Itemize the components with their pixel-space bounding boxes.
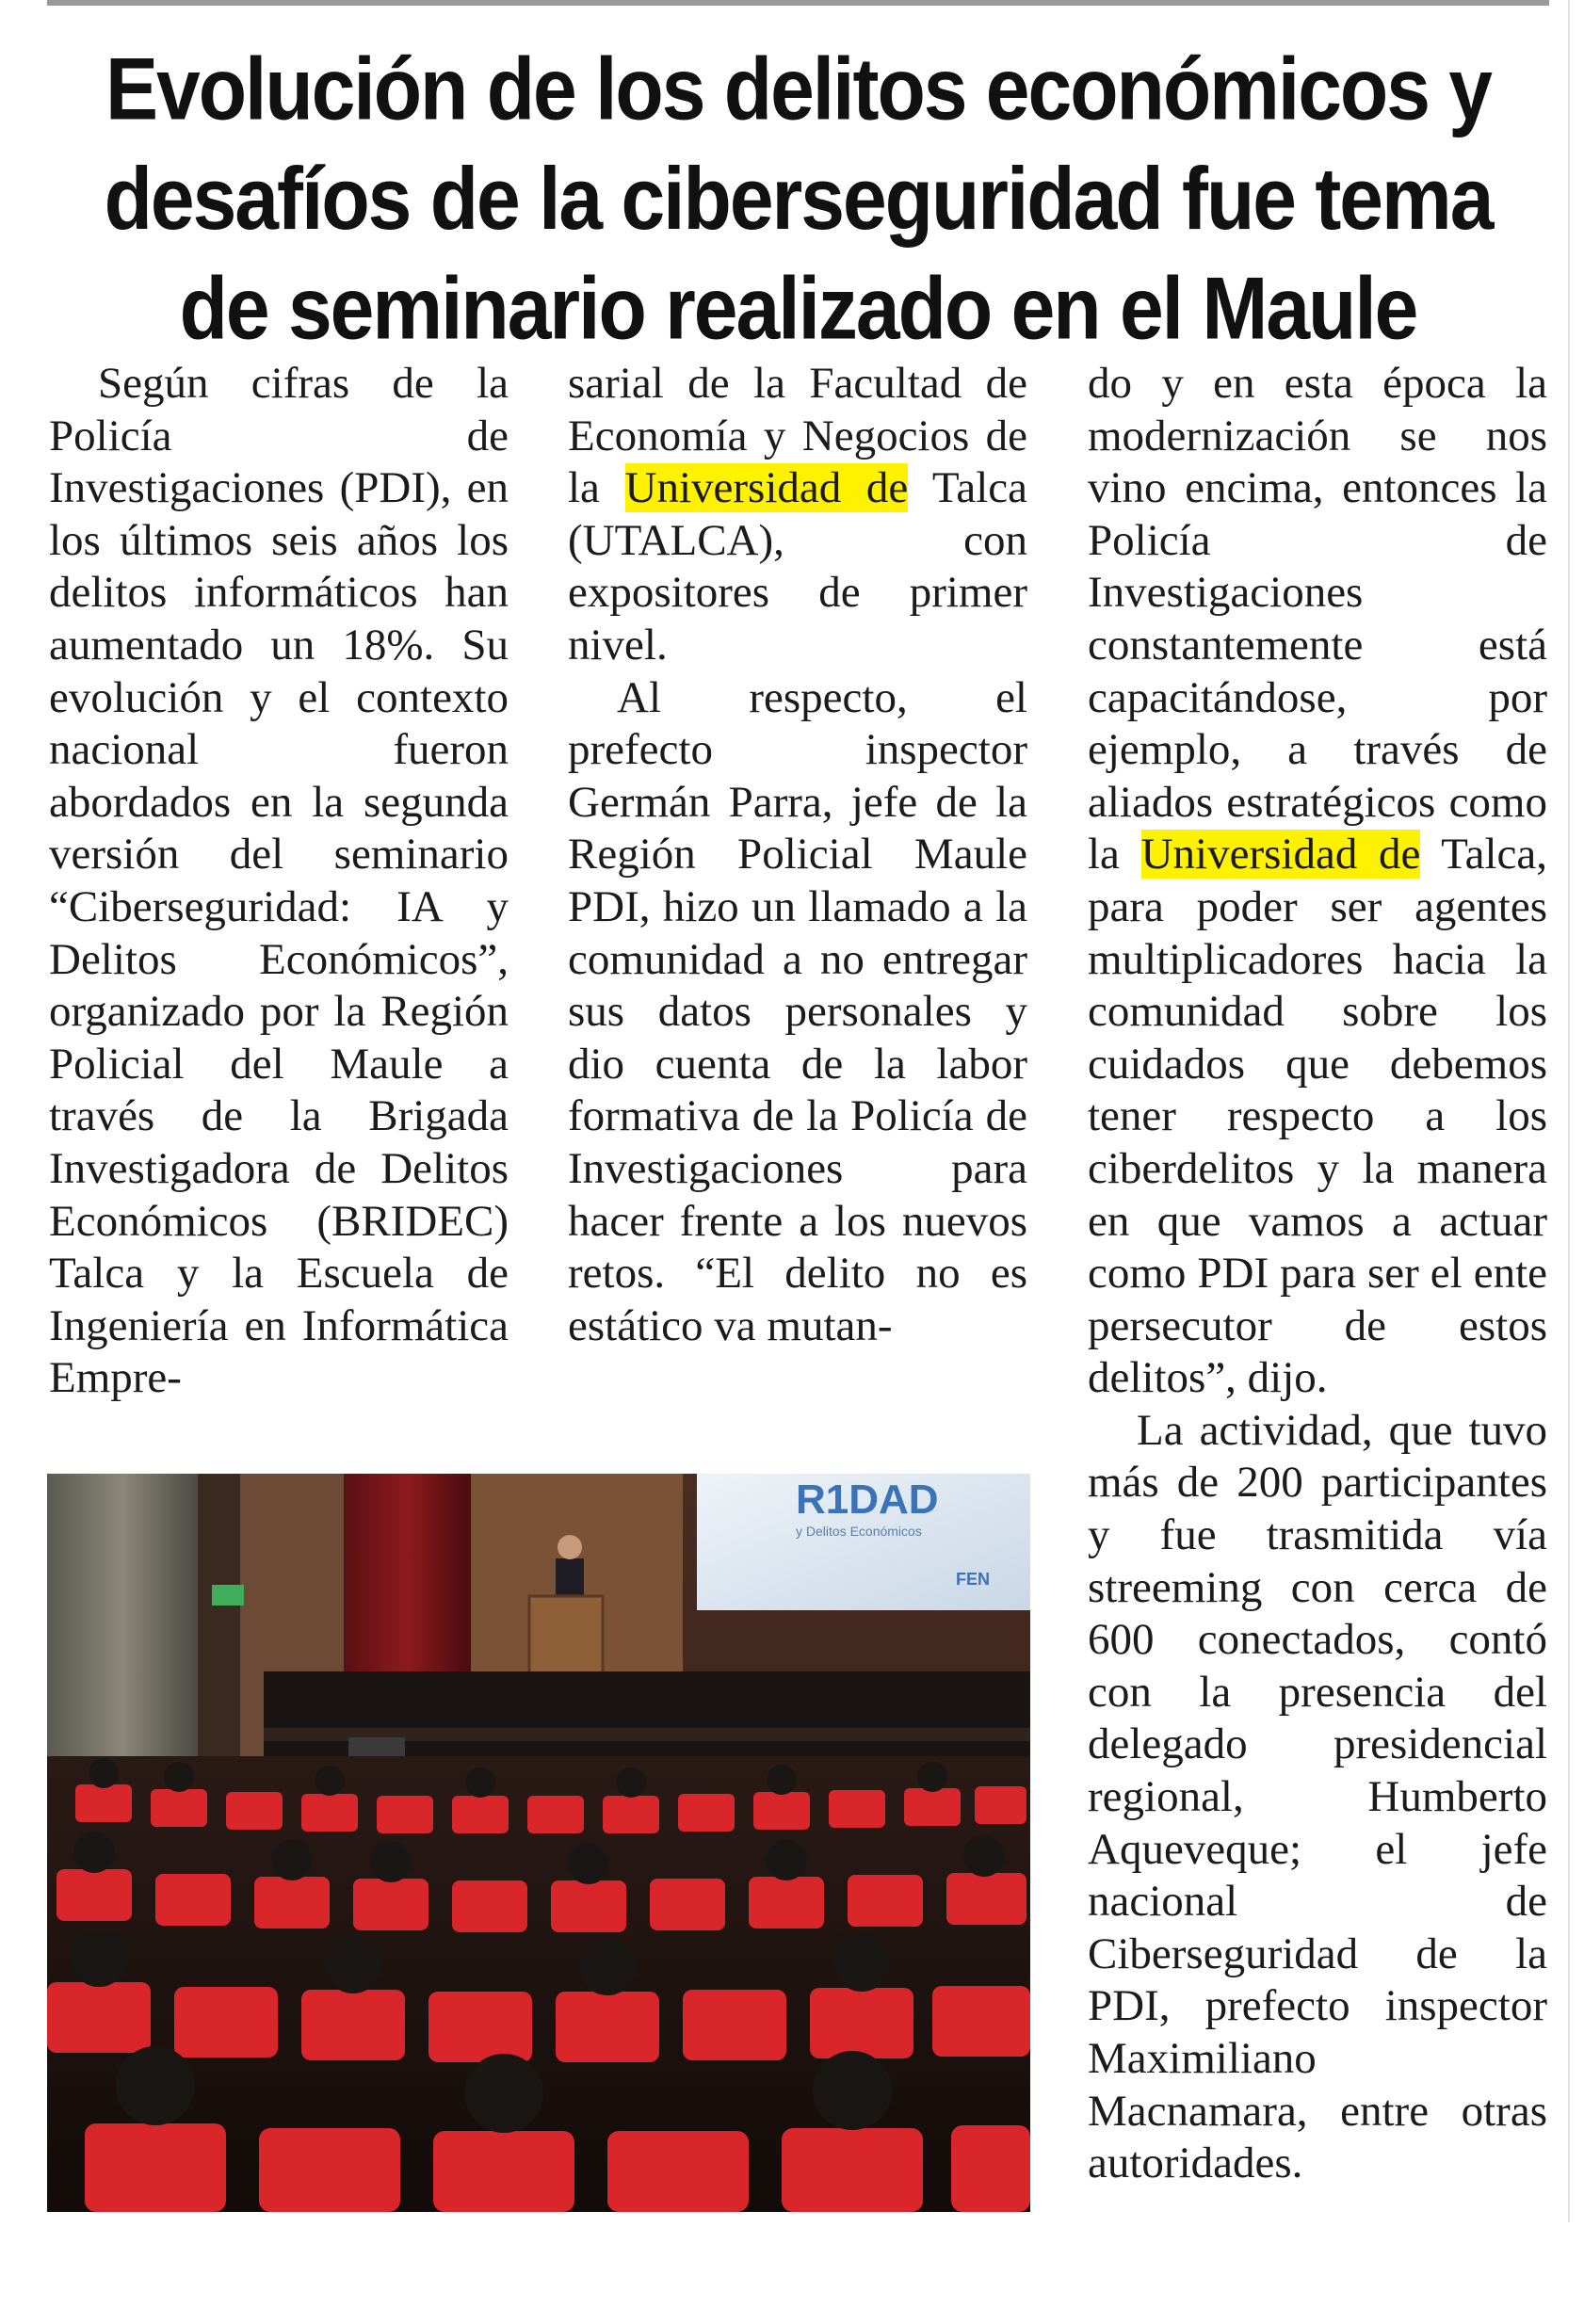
highlighted-university-name: Universidad de <box>1140 830 1421 880</box>
screen-logo-text: FEN <box>956 1570 990 1589</box>
right-rule <box>1568 0 1570 2222</box>
headline-line-1: Evolución de los delitos económicos y <box>105 39 1492 138</box>
col3-p1-text-a: do y en esta época la modernización se nos vino encima, entonces la Policía de Investigaciones constantemente está capacitándose, por ejemplo, a través de aliados estratégicos como la <box>1088 359 1547 880</box>
stage-monitor <box>348 1737 405 1758</box>
article-column-3 <box>1088 358 1547 2190</box>
screen-subtitle-text: y Delitos Económicos <box>796 1524 922 1539</box>
col3-paragraph-1 <box>1088 358 1547 1405</box>
headline-line-2: desafíos de la ciberseguridad fue tema <box>104 149 1493 249</box>
article-column-2 <box>568 358 1027 1352</box>
col3-p1-text-b: Talca, para poder ser agentes multiplicadores hacia la comunidad sobre los cuidados que debemos tener respecto a los ciberdelitos y la manera en que vamos a actuar como PDI para ser el ente persecutor de estos delitos”, dijo. <box>1088 830 1547 1403</box>
headline-line-3: de seminario realizado en el Maule <box>179 258 1417 358</box>
col2-p1-text-b: Talca (UTALCA), con expositores de primer nivel. <box>568 463 1027 670</box>
highlighted-university-name: Universidad de <box>624 463 909 513</box>
col2-p1-text-a: sarial de la Facultad de Economía y Negocios de la <box>568 359 1027 513</box>
col2-paragraph-2: Al respecto, el prefecto inspector Germán Parra, jefe de la Región Policial Maule PDI, hizo un llamado a la comunidad a no entregar sus datos personales y dio cuenta de la labor formativa de la Policía de Investigaciones para hacer frente a los nuevos retos. “El delito no es estático va mutan- <box>568 672 1027 1350</box>
col1-paragraph-1: Según cifras de la Policía de Investigaciones (PDI), en los últimos seis años los delitos informáticos han aumentado un 18%. Su evolución y el contexto nacional fueron abordados en la segunda versión del seminario “Ciberseguridad: IA y Delitos Económicos”, organizado por la Región Policial del Maule a través de la Brigada Investigadora de Delitos Económicos (BRIDEC) Talca y la Escuela de Ingeniería en Informática Empre- <box>49 359 509 1403</box>
screen-title-text: R1DAD <box>796 1477 939 1523</box>
exit-sign <box>212 1585 244 1606</box>
col2-paragraph-1 <box>568 358 1027 672</box>
top-rule <box>47 0 1549 6</box>
article-column-1 <box>49 358 509 1405</box>
speaker-head <box>558 1535 582 1559</box>
seminar-auditorium-photo <box>47 1474 1030 2212</box>
col3-paragraph-2: La actividad, que tuvo más de 200 participantes y fue trasmitida vía streeming con cerca de 600 conectados, contó con la presencia del delegado presidencial regional, Humberto Aqueveque; el jefe nacional de Ciberseguridad de la PDI, prefecto inspector Maximiliano Macnamara, entre otras autoridades. <box>1088 1405 1547 2188</box>
article-headline <box>47 34 1549 363</box>
auditorium-illustration <box>47 1474 1030 2212</box>
